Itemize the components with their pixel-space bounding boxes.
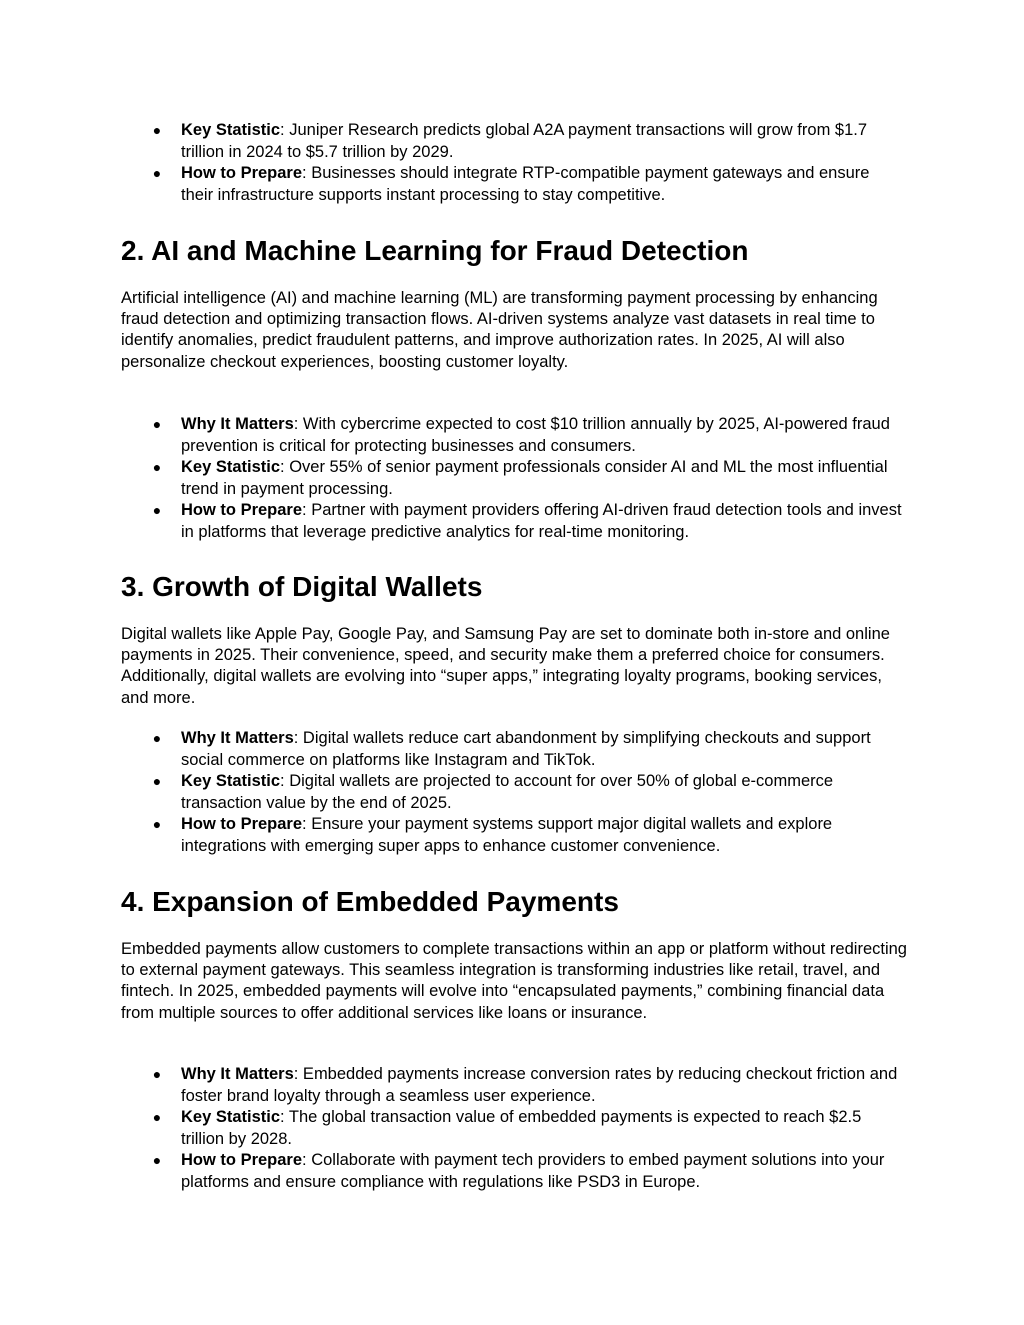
bullet-icon: ● — [152, 165, 162, 182]
bullet-text: : Partner with payment providers offering AI-driven fraud detection tools and invest in platforms that leverage predictive analytics for real-time monitoring. — [181, 501, 902, 541]
bullet-icon: ● — [152, 1066, 162, 1082]
list-item — [0, 414, 1024, 457]
bullet-text: : Businesses should integrate RTP-compatible payment gateways and ensure their infrastructure supports instant processing to stay competitive. — [181, 164, 870, 204]
bullet-text: : Digital wallets are projected to account for over 50% of global e-commerce transaction value by the end of 2025. — [181, 772, 834, 812]
list-item — [0, 457, 1024, 500]
bullet-label: How to Prepare — [181, 1151, 303, 1170]
top-bullet-list — [0, 120, 1024, 206]
list-item — [0, 120, 1024, 163]
bullet-label: How to Prepare — [181, 164, 303, 183]
section-heading: 3. Growth of Digital Wallets — [121, 571, 483, 602]
list-item — [0, 500, 1024, 543]
bullet-icon: ● — [152, 1152, 162, 1169]
bullet-label: Why It Matters — [181, 729, 294, 747]
list-item — [0, 1150, 1024, 1193]
bullet-icon: ● — [152, 773, 162, 790]
bullet-icon: ● — [152, 459, 162, 476]
bullet-text: : Over 55% of senior payment professionals consider AI and ML the most influential trend in payment processing. — [181, 458, 888, 498]
list-item — [0, 163, 1024, 206]
section-heading: 2. AI and Machine Learning for Fraud Detection — [121, 235, 749, 266]
bullet-text: : Embedded payments increase conversion rates by reducing checkout friction and foster brand loyalty through a seamless user experience. — [181, 1065, 898, 1105]
section-bullet-list — [0, 728, 1024, 858]
bullet-label: Why It Matters — [181, 1065, 294, 1083]
section-bullet-list — [0, 414, 1024, 544]
section-paragraph: Embedded payments allow customers to complete transactions within an app or platform without redirecting to external payment gateways. This seamless integration is transforming industries like retail, travel, and fintech. In 2025, embedded payments will evolve into “encapsulated payments,” combining financial data from multiple sources to offer additional services like loans or insurance. — [121, 940, 907, 1022]
bullet-text: : Juniper Research predicts global A2A payment transactions will grow from $1.7 trillion in 2024 to $5.7 trillion by 2029. — [181, 121, 868, 161]
bullet-label: Key Statistic — [181, 458, 281, 477]
bullet-label: How to Prepare — [181, 815, 303, 834]
bullet-text: : Collaborate with payment tech providers to embed payment solutions into your platforms and ensure compliance with regulations like PSD3 in Europe. — [181, 1151, 885, 1191]
section-paragraph: Artificial intelligence (AI) and machine learning (ML) are transforming payment processing by enhancing fraud detection and optimizing transaction flows. AI-driven systems analyze vast datasets in real time to identify anomalies, predict fraudulent patterns, and improve authorization rates. In 2025, AI will also personalize checkout experiences, boosting customer loyalty. — [121, 289, 878, 371]
list-item — [0, 728, 1024, 771]
bullet-label: Key Statistic — [181, 121, 281, 139]
section-paragraph: Digital wallets like Apple Pay, Google Pay, and Samsung Pay are set to dominate both in-store and online payments in 2025. Their convenience, speed, and security make them a preferred choice for consumers. Additionally, digital wallets are evolving into “super apps,” integrating loyalty programs, booking services, and more. — [121, 625, 890, 707]
bullet-label: Key Statistic — [181, 1108, 281, 1127]
bullet-icon: ● — [152, 122, 162, 138]
bullet-text: : Ensure your payment systems support major digital wallets and explore integrations with emerging super apps to enhance customer convenience. — [181, 815, 833, 855]
list-item — [0, 1107, 1024, 1150]
list-item — [0, 771, 1024, 814]
bullet-text: : Digital wallets reduce cart abandonment by simplifying checkouts and support social commerce on platforms like Instagram and TikTok. — [181, 729, 871, 769]
bullet-icon: ● — [152, 502, 162, 519]
bullet-text: : With cybercrime expected to cost $10 trillion annually by 2025, AI-powered fraud prevention is critical for protecting businesses and consumers. — [181, 415, 890, 455]
section-heading: 4. Expansion of Embedded Payments — [121, 886, 619, 917]
bullet-icon: ● — [152, 416, 162, 432]
bullet-label: Key Statistic — [181, 772, 281, 791]
section-bullet-list — [0, 1064, 1024, 1194]
bullet-label: How to Prepare — [181, 501, 303, 520]
bullet-text: : The global transaction value of embedded payments is expected to reach $2.5 trillion by 2028. — [181, 1108, 862, 1148]
list-item — [0, 1064, 1024, 1107]
list-item — [0, 814, 1024, 857]
bullet-icon: ● — [152, 1109, 162, 1126]
bullet-icon: ● — [152, 730, 162, 746]
bullet-label: Why It Matters — [181, 415, 294, 433]
bullet-icon: ● — [152, 816, 162, 833]
